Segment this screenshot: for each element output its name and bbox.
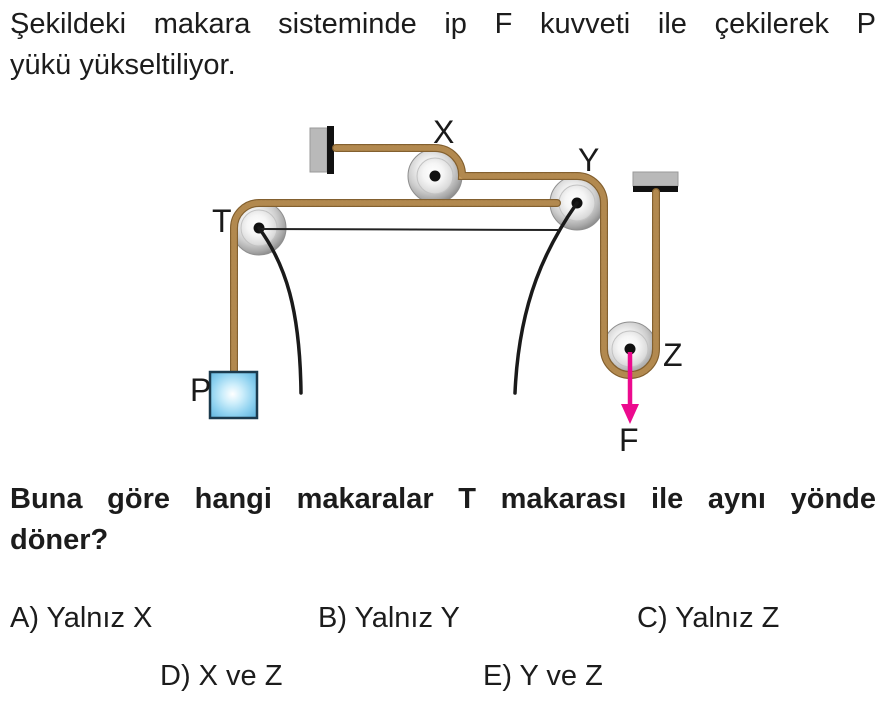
load-block	[210, 372, 257, 418]
option-b[interactable]: B) Yalnız Y	[318, 602, 460, 634]
y-axle-curve	[515, 203, 577, 393]
load-label: P	[190, 372, 212, 408]
rope-main	[336, 148, 656, 375]
intro-line-2: yükü yükseltiliyor.	[10, 49, 236, 81]
prompt-line-2: döner?	[10, 524, 109, 556]
pulley-x-label: X	[433, 114, 455, 150]
axle-connector-line	[259, 229, 558, 230]
question-prompt	[10, 479, 876, 561]
option-a[interactable]: A) Yalnız X	[10, 602, 153, 634]
pulley-y-label: Y	[578, 142, 600, 178]
pulley-z-label: Z	[663, 337, 683, 373]
option-c[interactable]: C) Yalnız Z	[637, 602, 780, 634]
intro-line-1: Şekildeki makara sisteminde ip F kuvveti ile çekilerek P	[10, 8, 876, 40]
prompt-line-1: Buna göre hangi makaralar T makarası ile aynı yönde	[10, 483, 876, 515]
option-e[interactable]: E) Y ve Z	[483, 660, 603, 692]
pulley-t-label: T	[212, 203, 232, 239]
wall-bracket	[310, 126, 334, 174]
force-label: F	[619, 422, 639, 458]
option-d[interactable]: D) X ve Z	[160, 660, 283, 692]
